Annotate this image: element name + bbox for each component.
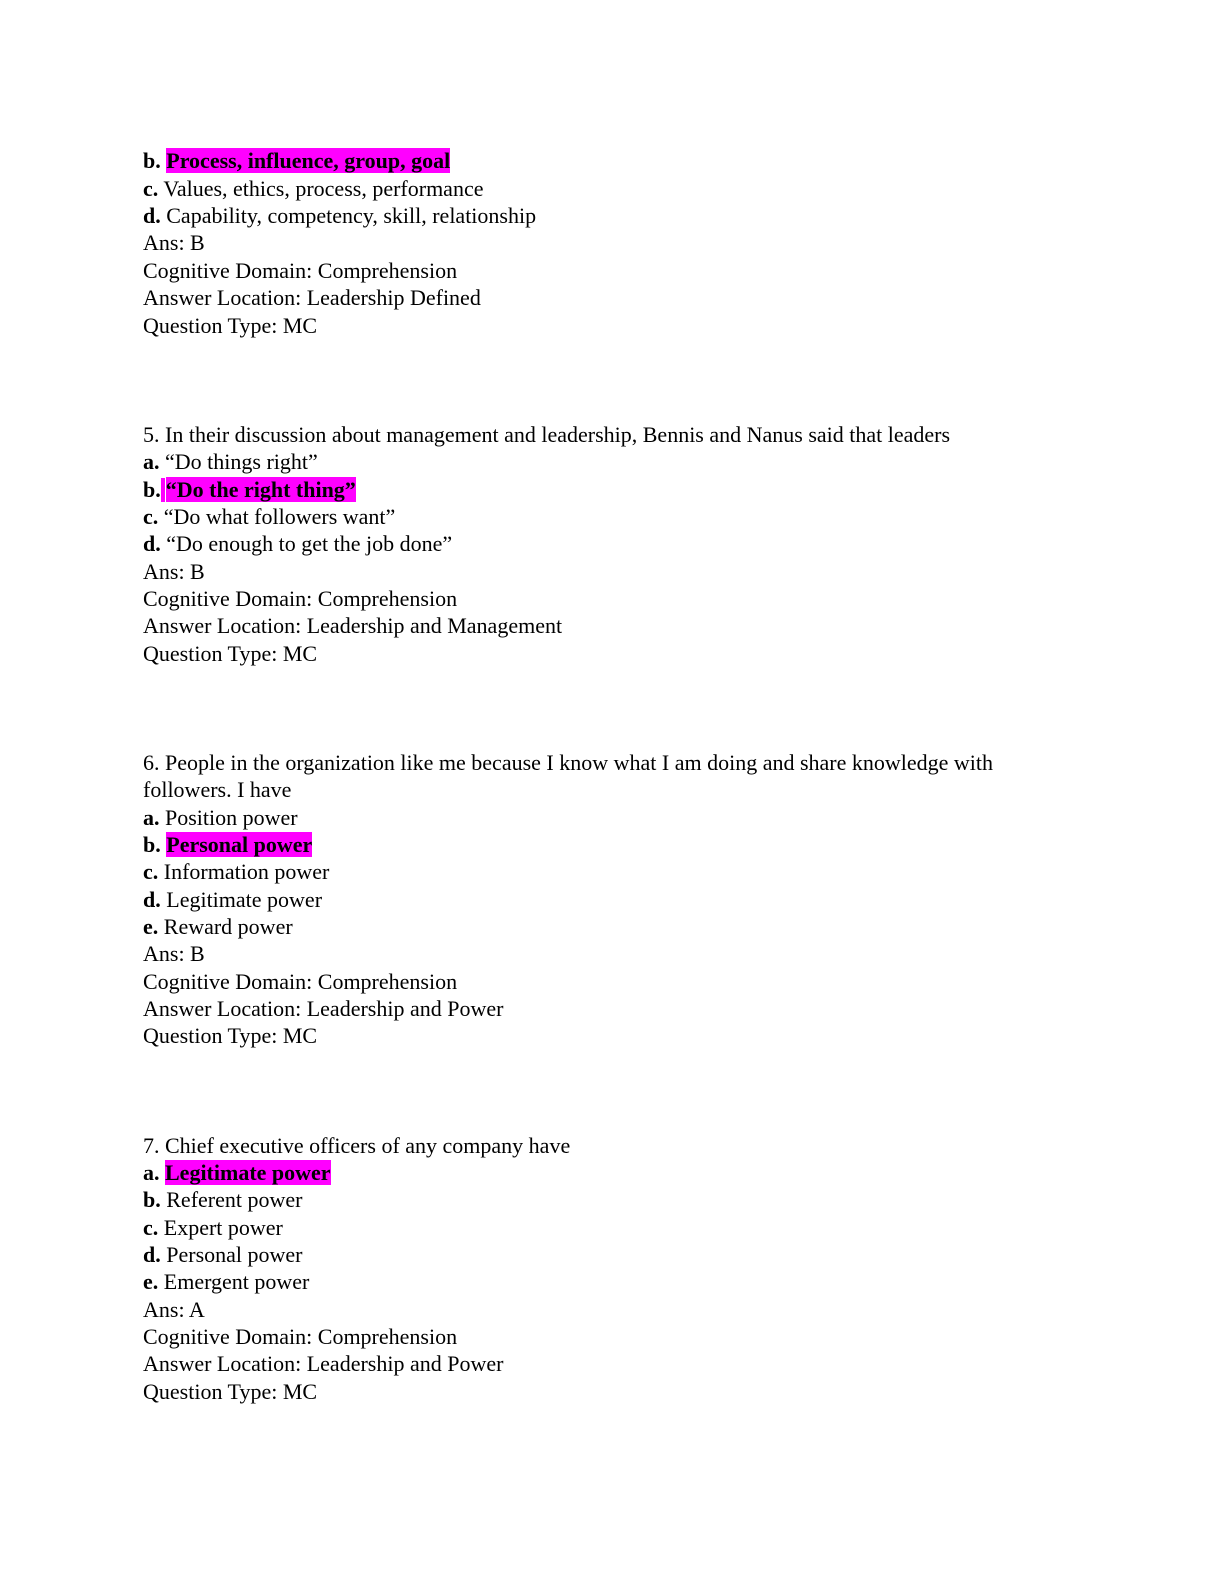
option-letter: e. xyxy=(143,914,159,939)
question-type: Question Type: MC xyxy=(143,1023,318,1048)
option-text: Reward power xyxy=(163,914,293,939)
option-letter: c. xyxy=(143,859,159,884)
answer-key: Ans: B xyxy=(143,559,205,584)
option-text: Expert power xyxy=(163,1215,283,1240)
option-a xyxy=(143,448,318,475)
option-d xyxy=(143,886,322,913)
answer-key: Ans: B xyxy=(143,230,205,255)
option-text: Emergent power xyxy=(163,1269,310,1294)
option-e xyxy=(143,913,293,940)
correct-answer-highlight: Personal power xyxy=(166,832,313,857)
cognitive-domain: Cognitive Domain: Comprehension xyxy=(143,969,458,994)
answer-key: Ans: A xyxy=(143,1297,205,1322)
option-text: “Do things right” xyxy=(165,449,318,474)
option-letter: d. xyxy=(143,203,161,228)
option-letter: a. xyxy=(143,805,160,830)
cognitive-domain: Cognitive Domain: Comprehension xyxy=(143,586,458,611)
option-b xyxy=(143,1186,302,1213)
option-a xyxy=(143,804,298,831)
correct-answer-highlight: “Do the right thing” xyxy=(165,477,356,502)
option-c xyxy=(143,175,483,202)
answer-location: Answer Location: Leadership and Power xyxy=(143,1351,504,1376)
cognitive-domain: Cognitive Domain: Comprehension xyxy=(143,258,458,283)
question-stem-continued: followers. I have xyxy=(143,777,292,802)
option-e xyxy=(143,1268,309,1295)
option-d xyxy=(143,1241,303,1268)
correct-answer-highlight: Process, influence, group, goal xyxy=(166,148,451,173)
option-text: Position power xyxy=(165,805,298,830)
option-c xyxy=(143,858,329,885)
question-stem: 7. Chief executive officers of any company have xyxy=(143,1133,571,1158)
option-letter: c. xyxy=(143,504,159,529)
option-b xyxy=(143,476,356,503)
question-type: Question Type: MC xyxy=(143,641,318,666)
option-text: Information power xyxy=(163,859,330,884)
option-letter: c. xyxy=(143,176,159,201)
question-stem: 6. People in the organization like me because I know what I am doing and share knowledge with xyxy=(143,750,994,775)
option-text: Capability, competency, skill, relationship xyxy=(166,203,537,228)
option-d xyxy=(143,530,452,557)
option-c xyxy=(143,1214,283,1241)
option-b xyxy=(143,831,312,858)
option-text: “Do enough to get the job done” xyxy=(166,531,453,556)
option-d xyxy=(143,202,536,229)
answer-location: Answer Location: Leadership Defined xyxy=(143,285,481,310)
option-letter: b. xyxy=(143,1187,161,1212)
option-letter: b. xyxy=(143,148,161,173)
option-text: Referent power xyxy=(166,1187,303,1212)
option-letter: d. xyxy=(143,531,161,556)
option-letter: d. xyxy=(143,887,161,912)
option-text: “Do what followers want” xyxy=(163,504,396,529)
option-letter: b. xyxy=(143,832,161,857)
option-text: Personal power xyxy=(166,1242,303,1267)
option-b xyxy=(143,147,450,174)
answer-location: Answer Location: Leadership and Management xyxy=(143,613,563,638)
option-text: Values, ethics, process, performance xyxy=(163,176,484,201)
option-letter: b. xyxy=(143,477,161,502)
option-letter: a. xyxy=(143,449,160,474)
option-letter: a. xyxy=(143,1160,160,1185)
answer-location: Answer Location: Leadership and Power xyxy=(143,996,504,1021)
option-a xyxy=(143,1159,331,1186)
option-c xyxy=(143,503,395,530)
highlight-mark xyxy=(161,478,165,502)
option-letter: d. xyxy=(143,1242,161,1267)
correct-answer-highlight: Legitimate power xyxy=(165,1160,331,1185)
cognitive-domain: Cognitive Domain: Comprehension xyxy=(143,1324,458,1349)
option-letter: c. xyxy=(143,1215,159,1240)
option-text: Legitimate power xyxy=(166,887,323,912)
answer-key: Ans: B xyxy=(143,941,205,966)
question-type: Question Type: MC xyxy=(143,1379,318,1404)
option-letter: e. xyxy=(143,1269,159,1294)
question-stem: 5. In their discussion about management and leadership, Bennis and Nanus said that leaders xyxy=(143,422,951,447)
question-type: Question Type: MC xyxy=(143,313,318,338)
